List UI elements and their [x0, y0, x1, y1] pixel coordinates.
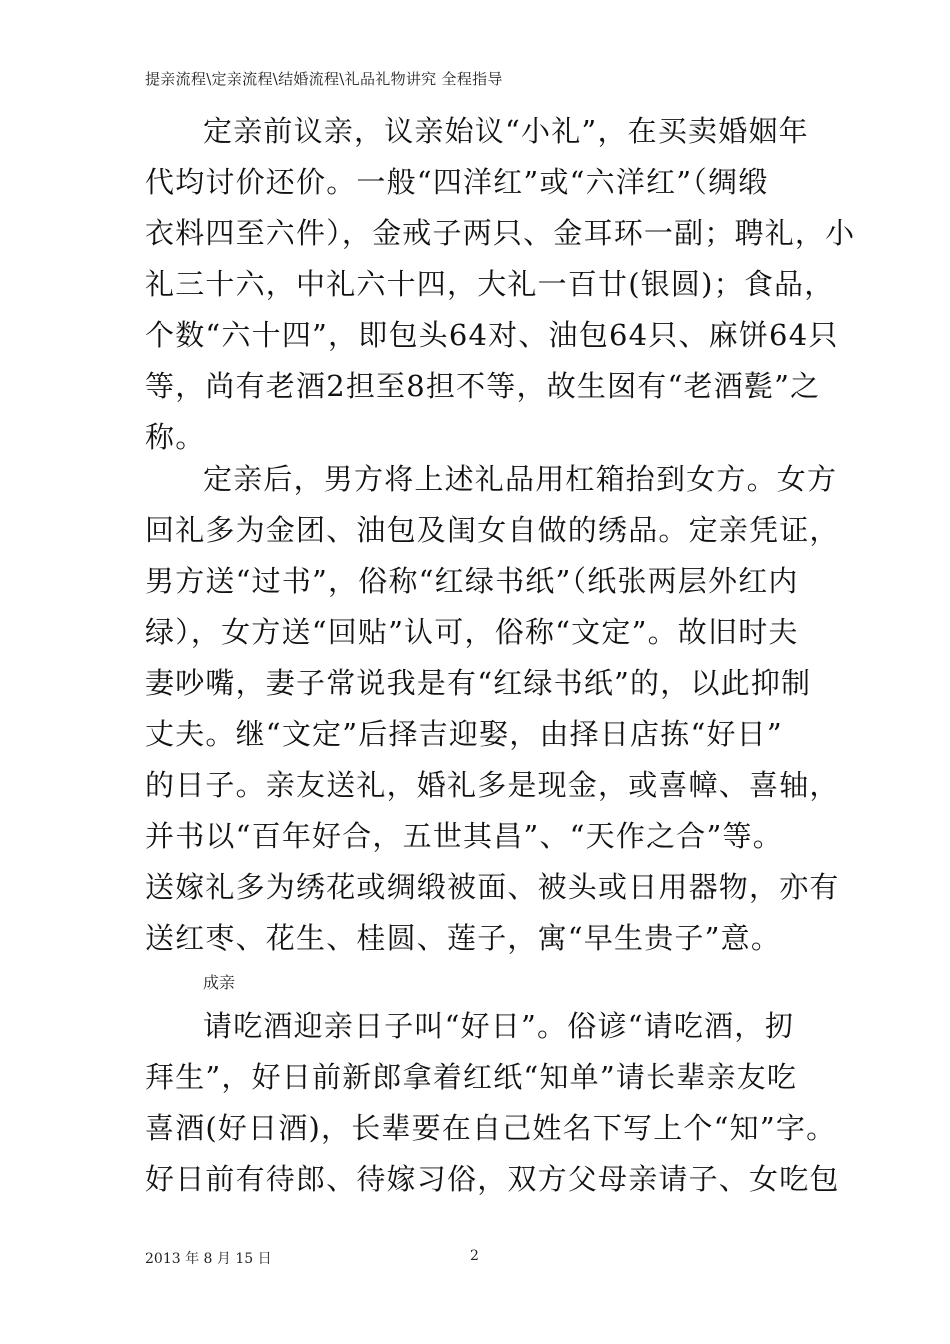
- page-number: 2: [470, 1248, 479, 1264]
- text-line: 定亲前议亲，议亲始议“小礼”，在买卖婚姻年: [203, 114, 809, 148]
- paragraph-after-betrothal: [145, 454, 840, 964]
- text-line: 绿），女方送“回贴”认可，俗称“文定”。故旧时夫: [145, 615, 799, 649]
- footer-date: 2013 年 8 月 15 日: [145, 1251, 272, 1267]
- text-line: 请吃酒迎亲日子叫“好日”。俗谚“请吃酒，扨: [203, 1009, 795, 1043]
- page-header: 提亲流程\定亲流程\结婚流程\礼品礼物讲究 全程指导: [145, 70, 503, 88]
- text-line: 拜生”，好日前新郎拿着红纸“知单”请长辈亲友吃: [145, 1060, 798, 1094]
- text-line: 喜酒(好日酒)，长辈要在自己姓名下写上个“知”字。: [145, 1111, 837, 1145]
- text-line: 个数“六十四”，即包头64对、油包64只、麻饼64只: [145, 318, 839, 352]
- text-line: 定亲后，男方将上述礼品用杠箱抬到女方。女方: [203, 462, 838, 496]
- text-line: 好日前有待郎、待嫁习俗，双方父母亲请子、女吃包: [145, 1162, 840, 1196]
- text-line: 礼三十六，中礼六十四，大礼一百廿(银圆)；食品，: [145, 267, 835, 301]
- paragraph-betrothal-negotiation: [145, 106, 856, 463]
- text-line: 的日子。亲友送礼，婚礼多是现金，或喜幛、喜轴，: [145, 768, 840, 802]
- text-line: 男方送“过书”，俗称“红绿书纸”（纸张两层外红内: [145, 564, 799, 598]
- text-line: 回礼多为金团、油包及闺女自做的绣品。定亲凭证，: [145, 513, 840, 547]
- text-line: 送嫁礼多为绣花或绸缎被面、被头或日用器物，亦有: [145, 870, 840, 904]
- text-line: 称。: [145, 420, 206, 454]
- paragraph-wedding: [145, 1001, 840, 1205]
- text-line: 等，尚有老酒2担至8担不等，故生囡有“老酒甏”之: [145, 369, 821, 403]
- text-line: 妻吵嘴，妻子常说我是有“红绿书纸”的，以此抑制: [145, 666, 812, 700]
- text-line: 衣料四至六件），金戒子两只、金耳环一副；聘礼，小: [145, 216, 856, 250]
- section-heading: 成亲: [203, 973, 236, 992]
- text-line: 送红枣、花生、桂圆、莲子，寓“早生贵子”意。: [145, 921, 782, 955]
- text-line: 并书以“百年好合，五世其昌”、“天作之合”等。: [145, 819, 783, 853]
- text-line: 丈夫。继“文定”后择吉迎娶，由择日店拣“好日”: [145, 717, 783, 751]
- text-line: 代均讨价还价。一般“四洋红”或“六洋红”（绸缎: [145, 165, 769, 199]
